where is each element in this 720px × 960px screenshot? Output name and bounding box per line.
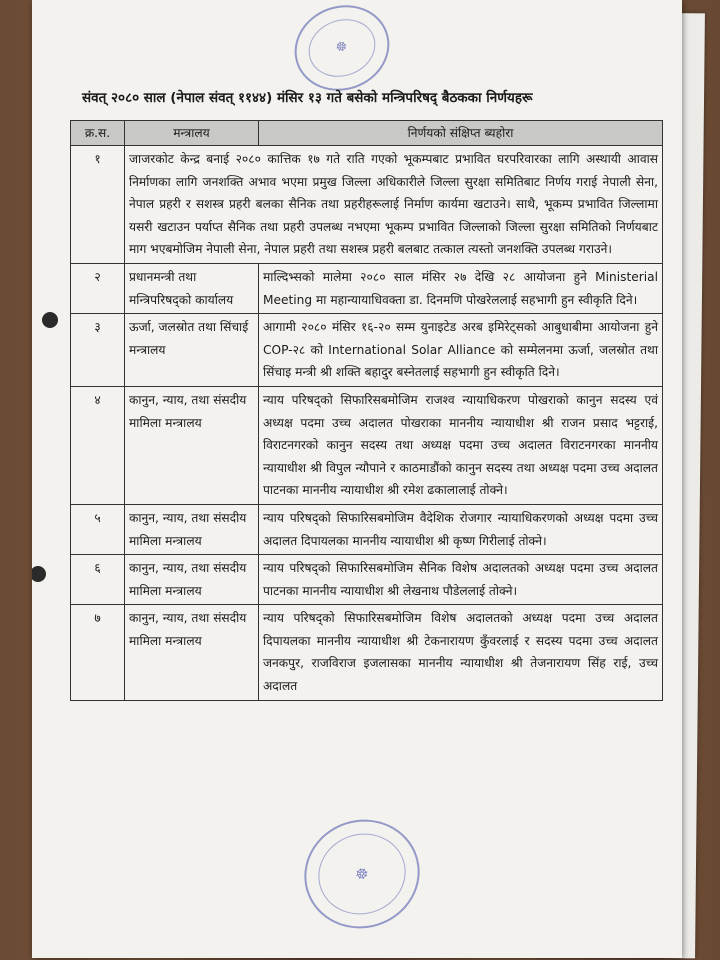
row-decision: न्याय परिषद्को सिफारिसबमोजिम राजश्व न्यायाधिकरण पोखराको कानुन सदस्य एवं अध्यक्ष पदमा उच्च अदालत पोखराका माननीय न्यायाधीश श्री राजन प्रसाद भट्टराई, विराटनगरको कानुन सदस्य तथा अध्यक्ष पदमा उच्च अदालत विराटनगरका माननीय न्यायाधीश श्री विपुल न्यौपाने र काठमाडौंको कानुन सदस्य तथा अध्यक्ष पदमा उच्च अदालत पाटनका माननीय न्यायाधीश श्री रमेश ढकालालाई तोक्ने। xyxy=(259,386,663,504)
row-ministry: कानुन, न्याय, तथा संसदीय मामिला मन्त्रालय xyxy=(125,555,259,605)
punch-hole xyxy=(32,566,46,582)
row-decision: न्याय परिषद्को सिफारिसबमोजिम विशेष अदालतको अध्यक्ष पदमा उच्च अदालत दिपायलका माननीय न्यायाधीश श्री टेकनारायण कुँवरलाई र सदस्य पदमा उच्च अदालत जनकपुर, राजविराज इजलासका माननीय न्यायाधीश श्री तेजनारायण सिंह राई, उच्च अदालत xyxy=(259,605,663,700)
table-header-row xyxy=(71,121,663,146)
col-header-serial: क्र.स. xyxy=(71,121,125,146)
row-serial: ७ xyxy=(71,605,125,700)
punch-hole xyxy=(42,312,58,328)
table-row xyxy=(71,314,663,387)
row-decision: जाजरकोट केन्द्र बनाई २०८० कात्तिक १७ गते राति गएको भूकम्पबाट प्रभावित घरपरिवारका लागि अस्थायी आवास निर्माणका लागि जनशक्ति अभाव भएमा प्रमुख जिल्ला अधिकारीले जिल्ला सुरक्षा समितिबाट निर्णय गराई नेपाली सेना, नेपाल प्रहरी र सशस्त्र प्रहरी बलका सैनिक तथा प्रहरीहरूलाई निर्माण कार्यमा खटाउने। साथै, भूकम्प प्रभावित जिल्लामा यसरी खटाउन पर्याप्त सैनिक तथा प्रहरी उपलब्ध नभएमा भूकम्प प्रभावित जिल्लाको जिल्ला सुरक्षा समितिको निर्णयबाट माग भएबमोजिम नेपाली सेना, नेपाल प्रहरी तथा सशस्त्र प्रहरी बलबाट तत्काल त्यस्तो जनशक्ति उपलब्ध गराउने। xyxy=(125,146,663,264)
row-serial: ३ xyxy=(71,314,125,387)
row-serial: २ xyxy=(71,263,125,313)
table-row xyxy=(71,263,663,313)
table-row xyxy=(71,555,663,605)
row-serial: ५ xyxy=(71,504,125,554)
office-seal-bottom: ☸ xyxy=(290,805,434,944)
document-title: संवत् २०८० साल (नेपाल संवत् ११४४) मंसिर १३ गते बसेको मन्त्रिपरिषद् बैठकका निर्णयहरू xyxy=(82,90,533,106)
decisions-table xyxy=(70,120,663,701)
table-row xyxy=(71,386,663,504)
office-seal-top: ☸ xyxy=(283,0,402,104)
row-serial: १ xyxy=(71,146,125,264)
table-row xyxy=(71,605,663,700)
row-ministry: प्रधानमन्त्री तथा मन्त्रिपरिषद्को कार्यालय xyxy=(125,263,259,313)
row-ministry: कानुन, न्याय, तथा संसदीय मामिला मन्त्रालय xyxy=(125,386,259,504)
row-ministry: ऊर्जा, जलस्रोत तथा सिंचाई मन्त्रालय xyxy=(125,314,259,387)
row-ministry: कानुन, न्याय, तथा संसदीय मामिला मन्त्रालय xyxy=(125,504,259,554)
table-row xyxy=(71,504,663,554)
row-decision: आगामी २०८० मंसिर १६-२० सम्म युनाइटेड अरब इमिरेट्सको आबुधाबीमा आयोजना हुने COP-२८ को International Solar Alliance को सम्मेलनमा ऊर्जा, जलस्रोत तथा सिंचाइ मन्त्री श्री शक्ति बहादुर बस्नेतलाई सहभागी हुन स्वीकृति दिने। xyxy=(259,314,663,387)
row-ministry: कानुन, न्याय, तथा संसदीय मामिला मन्त्रालय xyxy=(125,605,259,700)
col-header-decision: निर्णयको संक्षिप्त ब्यहोरा xyxy=(259,121,663,146)
row-decision: न्याय परिषद्को सिफारिसबमोजिम वैदेशिक रोजगार न्यायाधिकरणको अध्यक्ष पदमा उच्च अदालत दिपायलका माननीय न्यायाधीश श्री कृष्ण गिरीलाई तोक्ने। xyxy=(259,504,663,554)
table-row xyxy=(71,146,663,264)
row-decision: माल्दिभ्सको मालेमा २०८० साल मंसिर २७ देखि २८ आयोजना हुने Ministerial Meeting मा महान्यायाधिवक्ता डा. दिनमणि पोखरेललाई सहभागी हुन स्वीकृति दिने। xyxy=(259,263,663,313)
col-header-ministry: मन्त्रालय xyxy=(125,121,259,146)
row-decision: न्याय परिषद्को सिफारिसबमोजिम सैनिक विशेष अदालतको अध्यक्ष पदमा उच्च अदालत पाटनका माननीय न्यायाधीश श्री लेखनाथ पौडेललाई तोक्ने। xyxy=(259,555,663,605)
row-serial: ६ xyxy=(71,555,125,605)
row-serial: ४ xyxy=(71,386,125,504)
